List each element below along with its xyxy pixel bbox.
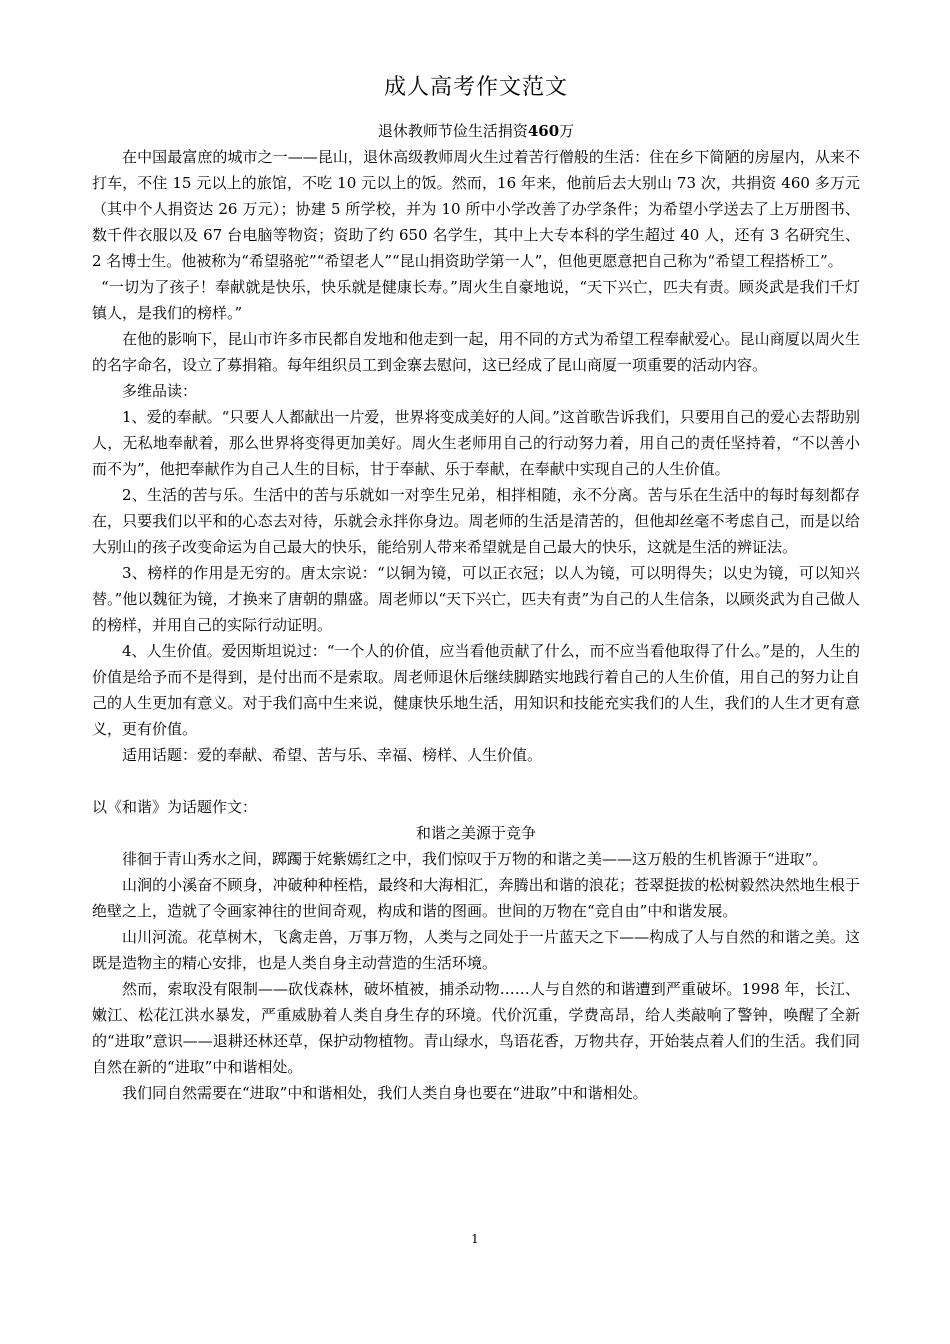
document-title: 成人高考作文范文 [383,75,568,100]
section-1-point-4: 4、人生价值。爱因斯坦说过：“一个人的价值，应当看他贡献了什么，而不应当看他取得了什么。”是的，人生的价值是给予而不是得到，是付出而不是索取。周老师退休后继续脚踏实地践行着自己的人生价值，用自己的努力让自己的人生更加有意义。对于我们高中生来说，健康快乐地生活，用知识和技能充实我们的人生，我们的人生才更有意义，更有价值。 [92,642,860,738]
section-1-title [92,118,860,144]
page-number: 1 [471,1232,479,1246]
section-gap [92,768,860,794]
section-1-title-suffix: 万 [559,122,575,140]
section-1-point-1: 1、爱的奉献。“只要人人都献出一片爱，世界将变成美好的人间。”这首歌告诉我们，只要用自己的爱心去帮助别人，无私地奉献着，那么世界将变得更加美好。周火生老师用自己的行动努力着，用自己的责任坚持着，“不以善小而不为”，他把奉献作为自己人生的目标，甘于奉献、乐于奉献，在奉献中实现自己的人生价值。 [92,408,860,478]
section-2-paragraph: 山川河流。花草树木，飞禽走兽，万事万物，人类与之同处于一片蓝天之下——构成了人与自然的和谐之美。这既是造物主的精心安排，也是人类自身主动营造的生活环境。 [92,928,860,972]
section-1-topics: 适用话题：爱的奉献、希望、苦与乐、幸福、榜样、人生价值。 [122,746,543,764]
section-1-paragraph: 在他的影响下，昆山市许多市民都自发地和他走到一起，用不同的方式为希望工程奉献爱心。昆山商厦以周火生的名字命名，设立了募捐箱。每年组织员工到金寨去慰问，这已经成了昆山商厦一项重要的活动内容。 [92,330,860,374]
section-1-paragraph-quote: “一切为了孩子！奉献就是快乐，快乐就是健康长寿。”周火生自豪地说，“天下兴亡，匹夫有责。顾炎武是我们千灯镇人，是我们的榜样。” [92,278,860,322]
section-1-title-prefix: 退休教师节俭生活捐资 [377,122,528,140]
section-1-subheading: 多维品读： [122,382,198,400]
section-1-point-2: 2、生活的苦与乐。生活中的苦与乐就如一对孪生兄弟，相拌相随，永不分离。苦与乐在生活中的每时每刻都存在，只要我们以平和的心态去对待，乐就会永拌你身边。周老师的生活是清苦的，但他却丝毫不考虑自己，而是以给大别山的孩子改变命运为自己最大的快乐，能给别人带来希望就是自己最大的快乐，这就是生活的辨证法。 [92,486,860,556]
section-2-paragraph: 山涧的小溪奋不顾身，冲破种种桎梏，最终和大海相汇，奔腾出和谐的浪花；苍翠挺拔的松树毅然决然地生根于绝壁之上，造就了令画家神往的世间奇观，构成和谐的图画。世间的万物在“竞自由”中和谐发展。 [92,876,860,920]
section-1-title-number: 460 [527,122,560,140]
section-1-paragraph: 在中国最富庶的城市之一——昆山，退休高级教师周火生过着苦行僧般的生活：住在乡下简陋的房屋内，从来不打车，不住 15 元以上的旅馆，不吃 10 元以上的饭。然而，16 年来，他前后去大别山 73 次，共捐资 460 多万元（其中个人捐资达 26 万元）；协建 5 所学校，并为 10 所中小学改善了办学条件；为希望小学送去了上万册图书、数千件衣服以及 67 台电脑等物资；资助了约 650 名学生，其中上大专本科的学生超过 40 人，还有 3 名研究生、2 名博士生。他被称为“希望骆驼”“希望老人”“昆山捐资助学第一人”，但他更愿意把自己称为“希望工程搭桥工”。 [92,148,860,270]
section-2-paragraph: 我们同自然需要在“进取”中和谐相处，我们人类自身也要在“进取”中和谐相处。 [122,1084,648,1102]
document-page [92,70,860,1106]
section-2-paragraph: 徘徊于青山秀水之间，踯躅于姹紫嫣红之中，我们惊叹于万物的和谐之美——这万般的生机皆源于“进取”。 [122,850,828,868]
section-2-intro: 以《和谐》为话题作文： [92,798,258,816]
section-2-title: 和谐之美源于竞争 [415,824,536,842]
section-2-paragraph: 然而，索取没有限制——砍伐森林，破坏植被，捕杀动物……人与自然的和谐遭到严重破坏。1998 年，长江、嫩江、松花江洪水暴发，严重威胁着人类自身生存的环境。代价沉重，学费高昂，给人类敲响了警钟，唤醒了全新的“进取”意识——退耕还林还草，保护动物植物。青山绿水，鸟语花香，万物共存，开始装点着人们的生活。我们同自然在新的“进取”中和谐相处。 [92,980,860,1076]
section-1-point-3: 3、榜样的作用是无穷的。唐太宗说：“以铜为镜，可以正衣冠；以人为镜，可以明得失；以史为镜，可以知兴替。”他以魏征为镜，才换来了唐朝的鼎盛。周老师以“天下兴亡，匹夫有责”为自己的人生信条，以顾炎武为自己做人的榜样，并用自己的实际行动证明。 [92,564,860,634]
